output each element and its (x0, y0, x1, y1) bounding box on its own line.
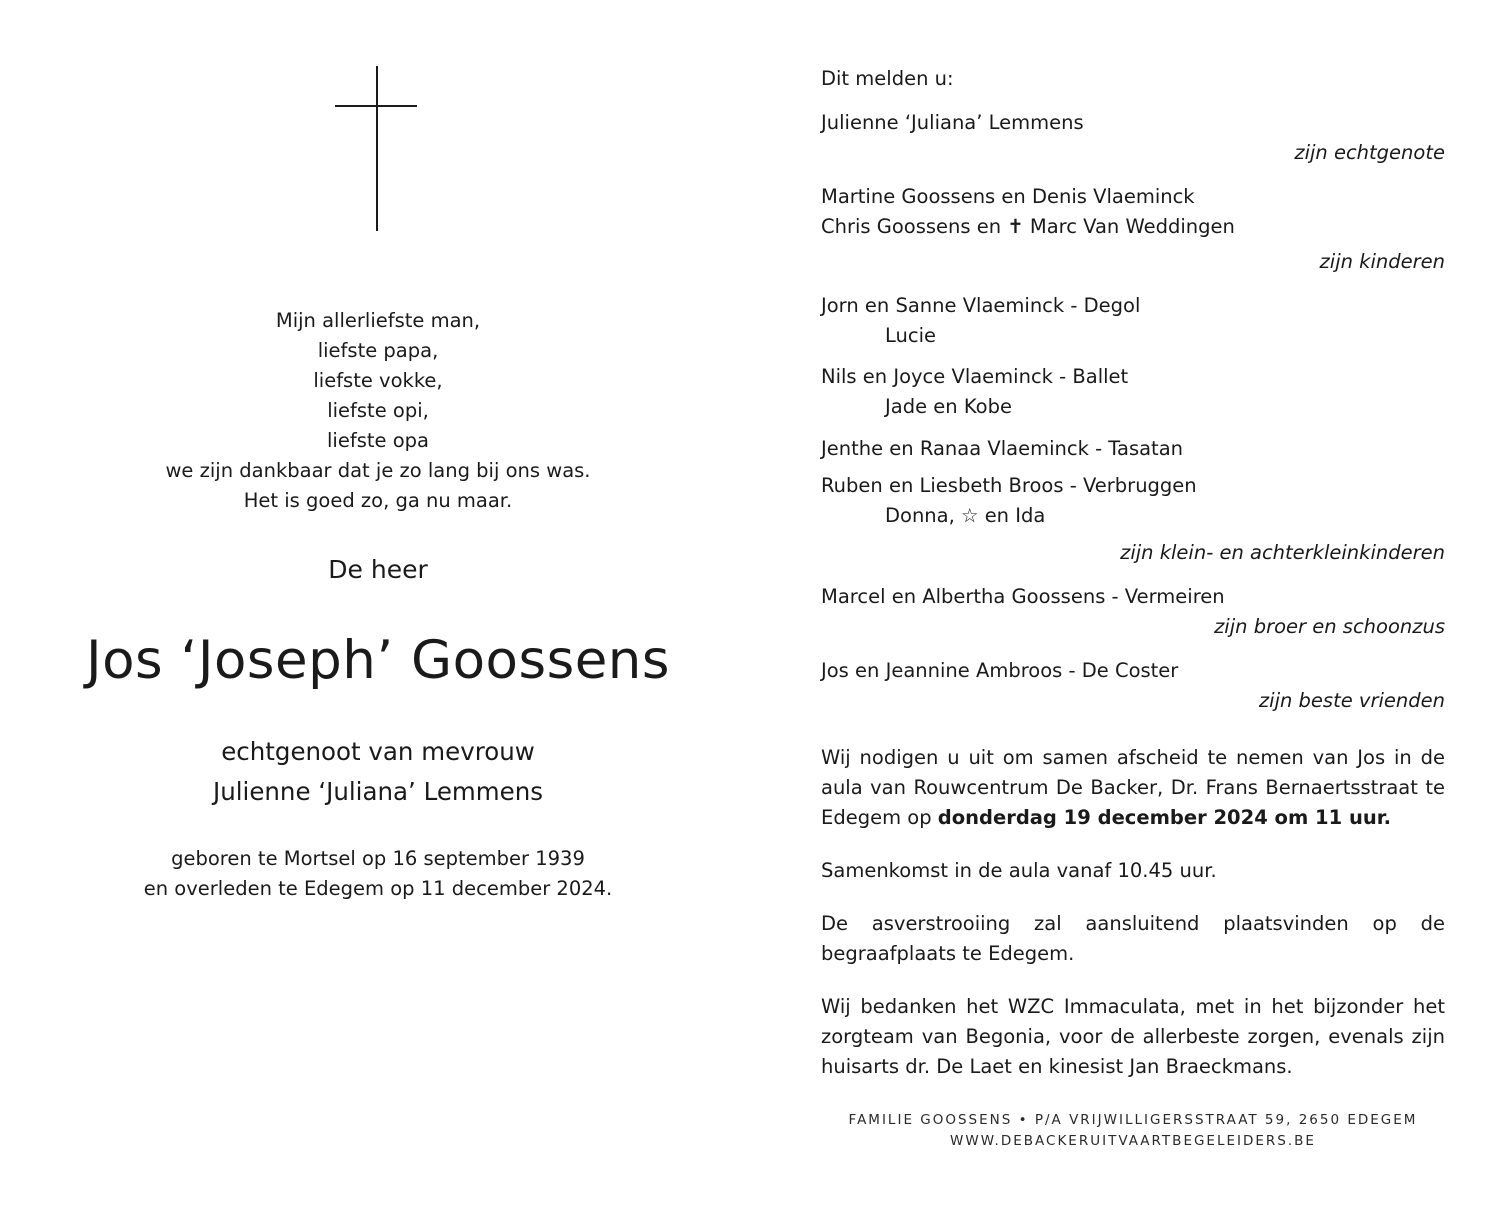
poem-line: Het is goed zo, ga nu maar. (243, 489, 513, 512)
relation-label: zijn kinderen (1319, 250, 1445, 273)
family-name: Jorn en Sanne Vlaeminck - Degol (821, 294, 1141, 317)
relation-label: zijn broer en schoonzus (1214, 615, 1445, 638)
poem (40, 306, 716, 516)
family-group-grandchildren-4 (821, 471, 1445, 531)
family-name (821, 212, 1445, 242)
ashes-paragraph: De asverstrooiing zal aansluitend plaatsvinden op de begraafplaats te Edegem. (821, 912, 1445, 965)
deceased-name: Jos ‘Joseph’ Goossens (85, 630, 671, 691)
gathering-paragraph: Samenkomst in de aula vanaf 10.45 uur. (821, 859, 1217, 882)
family-group-grandchildren-3 (821, 434, 1445, 464)
invitation-text: Wij nodigen u uit om samen afscheid te nemen van Jos in de aula van Rouwcentrum De Backer, Dr. Frans Bernaertsstraat te Edegem op (821, 746, 1445, 829)
poem-line: we zijn dankbaar dat je zo lang bij ons was. (165, 459, 591, 482)
spouse-name: Julienne ‘Juliana’ Lemmens (212, 777, 544, 806)
relation-label: zijn klein- en achterkleinkinderen (1120, 541, 1445, 564)
great-grandchildren: Lucie (885, 324, 937, 347)
family-group-grandchildren-2 (821, 362, 1445, 422)
family-name: Nils en Joyce Vlaeminck - Ballet (821, 365, 1129, 388)
intro-line: Dit melden u: (821, 67, 954, 90)
poem-line: liefste opa (327, 429, 429, 452)
relation-label: zijn beste vrienden (1258, 689, 1445, 712)
family-name-part: Marc Van Weddingen (1023, 215, 1235, 238)
family-group-grandchildren-1 (821, 291, 1445, 351)
family-name: Julienne ‘Juliana’ Lemmens (821, 111, 1084, 134)
life-dates (40, 844, 716, 904)
poem-line: liefste papa, (317, 339, 439, 362)
cross-vertical-bar (376, 66, 378, 231)
spouse-info (40, 732, 716, 812)
family-name: Jenthe en Ranaa Vlaeminck - Tasatan (821, 437, 1184, 460)
family-group-children (821, 182, 1445, 242)
poem-line: liefste vokke, (313, 369, 443, 392)
great-grandchildren: Donna, ☆ en Ida (885, 504, 1046, 527)
thanks-paragraph: Wij bedanken het WZC Immaculata, met in het bijzonder het zorgteam van Begonia, voor de allerbeste zorgen, evenals zijn huisarts dr. De Laet en kinesist Jan Braeckmans. (821, 995, 1445, 1078)
footer (821, 1110, 1445, 1152)
family-group-brother (821, 582, 1445, 642)
relation-label: zijn echtgenote (1294, 141, 1445, 164)
footer-address: FAMILIE GOOSSENS • P/A VRIJWILLIGERSSTRAAT 59, 2650 EDEGEM (848, 1112, 1418, 1128)
family-group-friends (821, 656, 1445, 716)
deceased-cross-icon: ✝ (1007, 215, 1024, 238)
family-name-part: Chris Goossens en (821, 215, 1008, 238)
death-line: en overleden te Edegem op 11 december 2024. (143, 877, 613, 900)
ceremony-date: donderdag 19 december 2024 om 11 uur. (937, 806, 1391, 829)
invitation-paragraph (821, 743, 1445, 833)
family-name: Marcel en Albertha Goossens - Vermeiren (821, 585, 1225, 608)
footer-website: WWW.DEBACKERUITVAARTBEGELEIDERS.BE (950, 1133, 1316, 1149)
birth-line: geboren te Mortsel op 16 september 1939 (171, 847, 585, 870)
poem-line: Mijn allerliefste man, (275, 309, 481, 332)
spouse-line: echtgenoot van mevrouw (221, 737, 535, 766)
great-grandchildren: Jade en Kobe (885, 395, 1012, 418)
family-name: Ruben en Liesbeth Broos - Verbruggen (821, 474, 1197, 497)
poem-line: liefste opi, (327, 399, 429, 422)
family-name: Jos en Jeannine Ambroos - De Coster (821, 659, 1179, 682)
family-name: Martine Goossens en Denis Vlaeminck (821, 185, 1195, 208)
honorific: De heer (328, 555, 428, 584)
family-group-spouse (821, 108, 1445, 168)
cross-horizontal-bar (335, 105, 417, 107)
cross-icon (335, 66, 417, 231)
